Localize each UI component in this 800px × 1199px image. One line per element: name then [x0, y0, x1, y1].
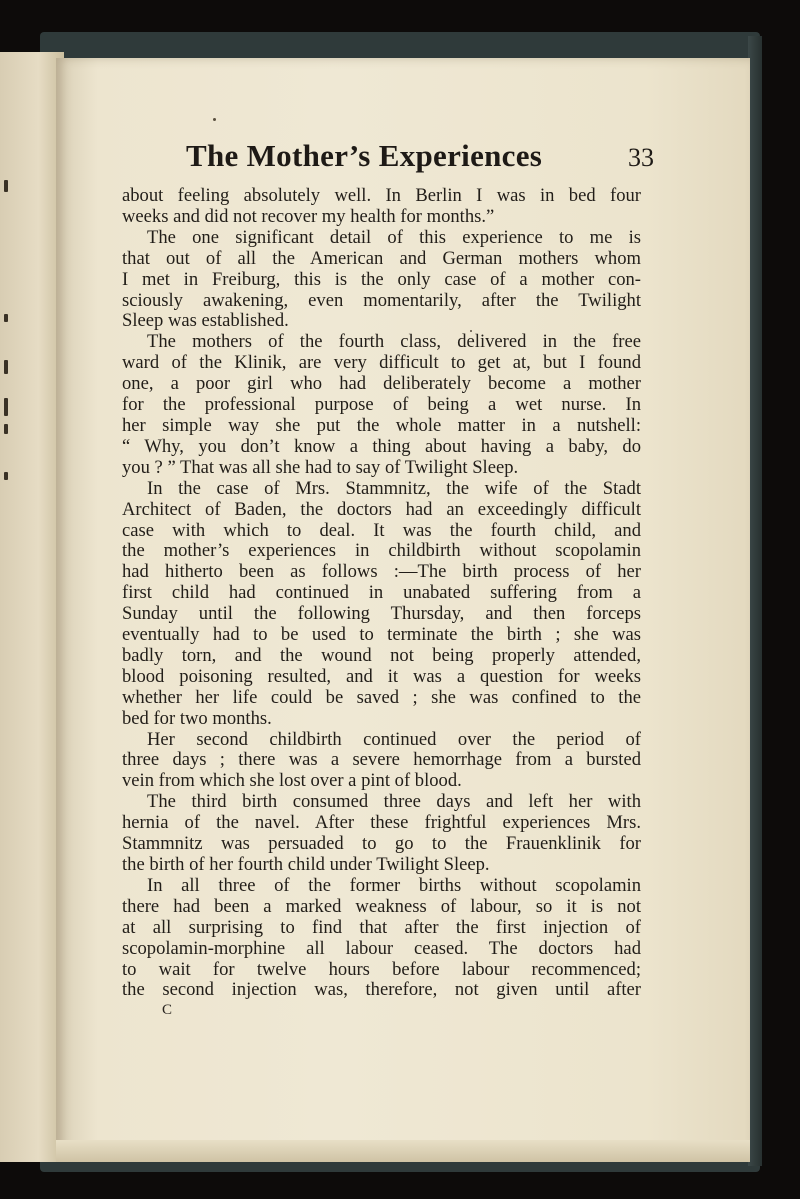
text-line: case with which to deal. It was the fourth child, and	[122, 519, 641, 541]
book-cover-edge	[748, 36, 762, 1166]
text-line: first child had continued in unabated suffering from a	[122, 582, 641, 604]
text-line: sciously awakening, even momentarily, after the Twilight	[122, 289, 641, 311]
running-title: The Mother’s Experiences	[186, 138, 543, 173]
text-line: Sleep was established.	[122, 310, 289, 332]
text-line: there had been a marked weakness of labour, so it is not	[122, 895, 641, 917]
text-line: Stammnitz was persuaded to go to the Frauenklinik for	[122, 833, 641, 855]
running-header	[186, 138, 656, 178]
page-bottom-edge	[56, 1140, 750, 1162]
text-line: one, a poor girl who had deliberately become a mother	[122, 373, 641, 395]
text-line: you ? ” That was all she had to say of Twilight Sleep.	[122, 456, 519, 478]
text-line: badly torn, and the wound not being properly attended,	[122, 644, 641, 666]
signature-mark: C	[162, 1002, 173, 1018]
text-line: Architect of Baden, the doctors had an exceedingly difficult	[122, 498, 641, 520]
text-line: weeks and did not recover my health for months.”	[122, 205, 495, 227]
text-line: ward of the Klinik, are very difficult to get at, but I found	[122, 352, 641, 374]
page-number: 33	[628, 143, 654, 172]
text-line: the birth of her fourth child under Twilight Sleep.	[122, 854, 490, 875]
text-line: three days ; there was a severe hemorrhage from a bursted	[122, 749, 641, 771]
text-line: for the professional purpose of being a wet nurse. In	[122, 394, 641, 416]
text-line: her simple way she put the whole matter in a nutshell:	[122, 414, 641, 436]
text-line: that out of all the American and German mothers whom	[122, 247, 641, 269]
text-line: I met in Freiburg, this is the only case of a mother con-	[122, 268, 641, 290]
text-line: whether her life could be saved ; she was confined to the	[122, 686, 641, 708]
text-line: Sunday until the following Thursday, and then forceps	[122, 603, 641, 625]
body-text	[122, 186, 641, 1001]
facing-page	[0, 52, 64, 1162]
text-line: The one significant detail of this experience to me is	[147, 226, 641, 248]
text-line: The mothers of the fourth class, delivered in the free	[147, 331, 641, 353]
text-line: vein from which she lost over a pint of blood.	[122, 770, 462, 792]
text-line: to wait for twelve hours before labour recommenced;	[122, 958, 641, 980]
text-line: In the case of Mrs. Stammnitz, the wife of the Stadt	[147, 477, 641, 499]
text-line: In all three of the former births without scopolamin	[147, 874, 641, 896]
text-line: at all surprising to find that after the first injection of	[122, 916, 641, 938]
text-line: the second injection was, therefore, not given until after	[122, 979, 641, 1001]
speck	[213, 118, 216, 121]
text-line: “ Why, you don’t know a thing about having a baby, do	[122, 435, 641, 457]
text-line: the mother’s experiences in childbirth without scopolamin	[122, 540, 641, 562]
text-line: hernia of the navel. After these frightful experiences Mrs.	[122, 812, 641, 834]
text-line: about feeling absolutely well. In Berlin I was in bed four	[122, 185, 641, 206]
text-line: bed for two months.	[122, 707, 272, 729]
text-line: blood poisoning resulted, and it was a question for weeks	[122, 665, 641, 687]
text-line: The third birth consumed three days and left her with	[147, 791, 641, 813]
text-line: eventually had to be used to terminate the birth ; she was	[122, 624, 641, 646]
text-line: scopolamin-morphine all labour ceased. The doctors had	[122, 937, 641, 959]
text-line: Her second childbirth continued over the period of	[147, 728, 641, 750]
text-line: had hitherto been as follows :—The birth process of her	[122, 561, 641, 583]
